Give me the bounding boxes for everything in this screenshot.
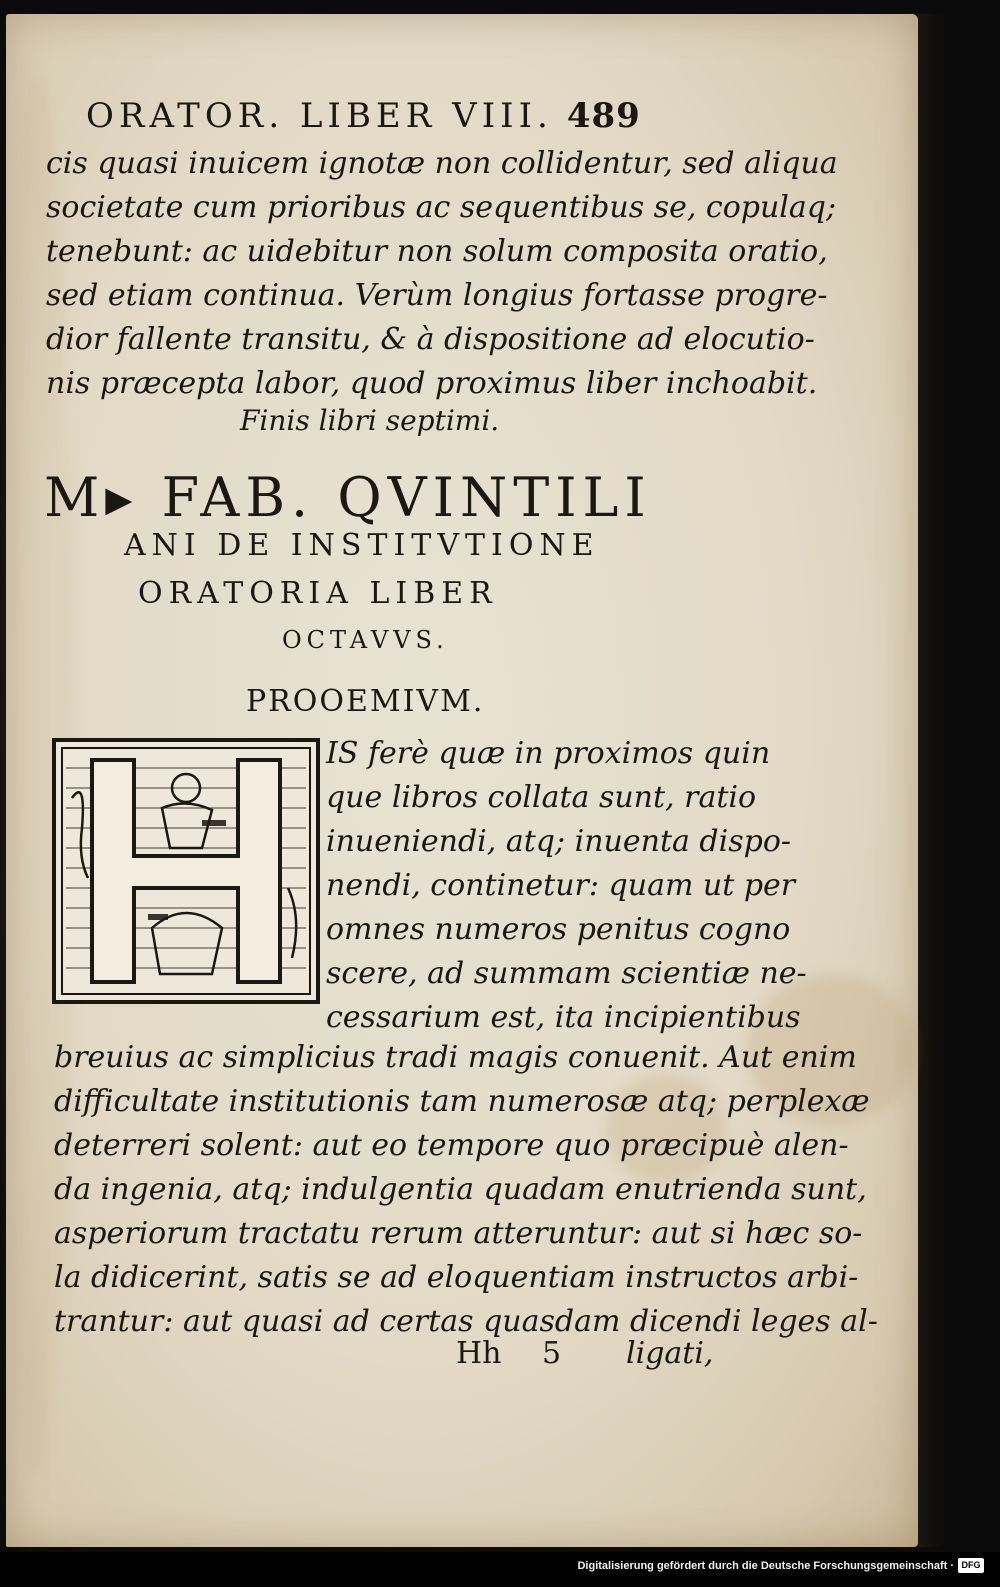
book-title-line-1: M▸ FAB. QVINTILI [44, 466, 652, 529]
text-line: deterreri solent: aut eo tempore quo præcipuè alen- [54, 1128, 849, 1163]
text-line: nis præcepta labor, quod proximus liber inchoabit. [46, 366, 818, 401]
running-header [86, 96, 641, 136]
catchword: ligati, [626, 1336, 714, 1371]
book-title-line-4: OCTAVVS. [282, 626, 449, 654]
text-line: omnes numeros penitus cogno [326, 912, 791, 947]
text-line: nendi, continetur: quam ut per [326, 868, 796, 903]
running-title: ORATOR. LIBER VIII. [86, 96, 553, 136]
text-line: asperiorum tractatu rerum atteruntur: aut si hæc so- [54, 1216, 863, 1251]
woodcut-initial-icon [52, 738, 320, 1004]
signature-mark: Hh [456, 1336, 502, 1371]
dfg-logo-icon: DFG [958, 1558, 984, 1573]
signature-number: 5 [542, 1336, 562, 1371]
finis-line: Finis libri septimi. [240, 404, 500, 437]
text-line: que libros collata sunt, ratio [326, 780, 757, 815]
text-line: breuius ac simplicius tradi magis conuenit. Aut enim [54, 1040, 857, 1075]
text-line: difficultate institutionis tam numerosæ atq; perplexæ [54, 1084, 870, 1119]
book-edge [918, 14, 946, 1547]
footer-credit: Digitalisierung gefördert durch die Deutsche Forschungsgemeinschaft · [577, 1560, 954, 1572]
book-title-line-3: ORATORIA LIBER [138, 576, 498, 611]
text-line: societate cum prioribus ac sequentibus se, copulaq; [46, 190, 837, 225]
text-line: trantur: aut quasi ad certas quasdam dicendi leges al- [54, 1304, 878, 1339]
text-line: cis quasi inuicem ignotæ non collidentur, sed aliqua [46, 146, 838, 181]
text-line: sed etiam continua. Verùm longius fortasse progre- [46, 278, 828, 313]
text-line: la didicerint, satis se ad eloquentiam instructos arbi- [54, 1260, 859, 1295]
text-line: cessarium est, ita incipientibus [326, 1000, 801, 1035]
book-title-line-2: ANI DE INSTITVTIONE [124, 528, 600, 563]
woodcut-initial [52, 738, 320, 1004]
text-line: tenebunt: ac uidebitur non solum composita oratio, [46, 234, 828, 269]
text-line: da ingenia, atq; indulgentia quadam enutrienda sunt, [54, 1172, 867, 1207]
text-line: dior fallente transitu, & à dispositione ad elocutio- [46, 322, 815, 357]
text-line: scere, ad summam scientiæ ne- [326, 956, 807, 991]
section-heading: PROOEMIVM. [246, 684, 485, 719]
page-number: 489 [566, 96, 641, 136]
text-line: IS ferè quæ in proximos quin [326, 736, 771, 771]
text-line: inueniendi, atq; inuenta dispo- [326, 824, 792, 859]
